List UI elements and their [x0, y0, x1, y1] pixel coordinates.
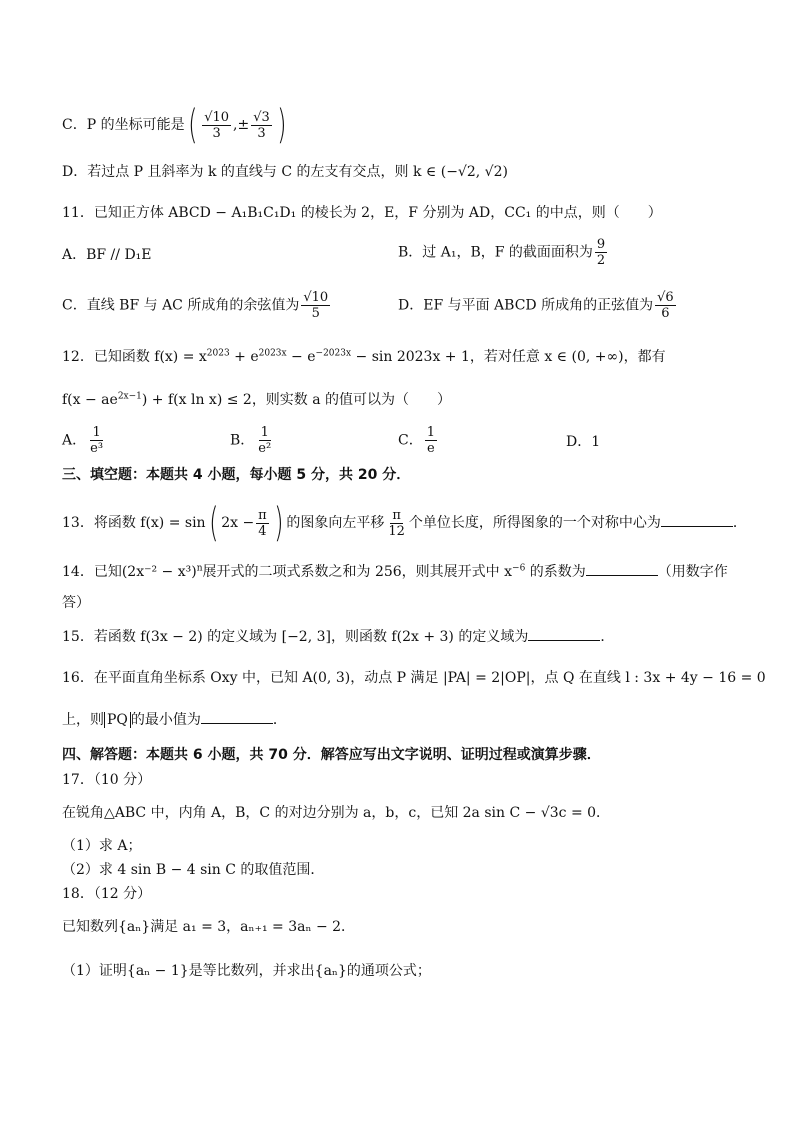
q13-shift-frac [386, 508, 407, 539]
q12-c-prefix: C． [398, 432, 423, 449]
q12-a-frac [88, 425, 105, 456]
q11-c-frac [301, 290, 330, 321]
q12-b-num: 1 [260, 425, 269, 440]
q12-stem1-sup1: 2023 [206, 348, 230, 359]
q12-a-den: e³ [90, 441, 104, 456]
section-3-header: 三、填空题：本题共 4 小题，每小题 5 分，共 20 分． [62, 467, 411, 483]
q12-stem1-a: 12．已知函数 f(x) = x [62, 349, 207, 365]
q13-pi-frac [256, 508, 269, 539]
q12-b-den: e² [258, 441, 272, 456]
q12-option-c [398, 425, 439, 456]
q16-line1: 16．在平面直角坐标系 Oxy 中，已知 A(0, 3)，动点 P 满足 |PA| = 2|OP|，点 Q 在直线 l : 3x + 4y − 16 = 0 [62, 670, 766, 686]
q13-answer-blank[interactable] [661, 512, 733, 527]
left-paren: ( [187, 102, 198, 148]
q11-d-den: 6 [661, 306, 670, 321]
q15-end: ． [600, 629, 615, 645]
q11-c-num: √10 [303, 290, 329, 305]
q10-c-frac2-den: 3 [257, 125, 266, 141]
q17-head: 17．（10 分） [62, 772, 152, 788]
q10-c-frac2-num: √3 [253, 109, 270, 125]
q12-option-b [230, 425, 275, 456]
q13-c: 个单位长度，所得图象的一个对称中心为 [408, 515, 661, 531]
section-4-header: 四、解答题：本题共 6 小题，共 70 分．解答应写出文字说明、证明过程或演算步骤． [62, 747, 601, 763]
q11-d-text: D．EF 与平面 ABCD 所成角的正弦值为 [398, 297, 654, 314]
q12-option-a [62, 425, 107, 456]
q13-a: 13．将函数 f(x) = sin [62, 515, 206, 531]
q11-b-num: 9 [596, 237, 606, 252]
right-paren: ) [276, 102, 287, 148]
q18-stem: 已知数列{aₙ}满足 a₁ = 3，aₙ₊₁ = 3aₙ − 2． [62, 919, 356, 935]
q10-c-frac1 [202, 110, 231, 141]
q12-c-frac [425, 425, 437, 456]
q12-stem1-sup2: 2023x [258, 348, 287, 359]
q16-answer-blank[interactable] [201, 709, 273, 724]
q12-b-frac [256, 425, 273, 456]
q12-stem2-a: f(x − ae [62, 392, 118, 408]
q14-line1 [62, 561, 728, 582]
q12-stem2-sup: 2x−1 [117, 391, 142, 402]
q11-stem: 11．已知正方体 ABCD − A₁B₁C₁D₁ 的棱长为 2，E，F 分别为 AD，CC₁ 的中点，则（ ） [62, 205, 662, 221]
q13-pi-num: π [258, 507, 267, 523]
q14-sup: n [196, 563, 203, 574]
q11-c-text: C．直线 BF 与 AC 所成角的余弦值为 [62, 297, 300, 314]
q16-line2-b: 的最小值为 [130, 712, 201, 728]
q13-pi-den: 4 [258, 523, 267, 539]
q16-abs-pq: PQ [104, 712, 131, 728]
q11-option-c [62, 290, 332, 321]
q15-answer-blank[interactable] [528, 626, 600, 641]
q12-c-den: e [427, 441, 435, 456]
q14-c: 的系数为 [525, 564, 586, 580]
q15-a: 15．若函数 f(3x − 2) 的定义域为 [−2, 3]，则函数 f(2x + 3) 的定义域为 [62, 629, 529, 645]
q12-option-d: D．1 [566, 434, 601, 450]
q14-b: 展开式的二项式系数之和为 256，则其展开式中 x [202, 564, 513, 580]
q11-option-b [398, 237, 609, 268]
q12-stem-line1 [62, 347, 666, 367]
q17-part1: （1）求 A； [62, 838, 142, 854]
q13-right-paren: ) [273, 500, 284, 546]
q14-d: （用数字作 [657, 564, 728, 580]
q10-c-frac2 [251, 110, 272, 141]
q12-a-num: 1 [92, 425, 101, 440]
q12-stem1-sup3: −2023x [315, 348, 352, 359]
q12-stem1-c: − e [286, 349, 316, 365]
q11-option-a: A．BF // D₁E [62, 247, 152, 263]
q10-c-sep: ,± [233, 117, 250, 133]
q16-line2 [62, 709, 287, 730]
q10-c-text: P 的坐标可能是 [86, 117, 185, 133]
q12-stem1-b: + e [229, 349, 259, 365]
q18-head: 18．（12 分） [62, 886, 152, 902]
q13-shift-num: π [392, 507, 401, 523]
q10-option-c [62, 102, 289, 148]
q14-line2: 答） [62, 595, 90, 611]
q11-d-frac [655, 290, 676, 321]
q14-sup2: −6 [512, 563, 526, 574]
q12-b-prefix: B． [230, 432, 255, 449]
q13-shift-den: 12 [388, 523, 405, 539]
q11-c-den: 5 [311, 306, 320, 321]
q12-stem-line2 [62, 390, 451, 410]
q12-stem2-b: ) + f(x ln x) ≤ 2，则实数 a 的值可以为（ ） [141, 392, 452, 408]
q18-part1: （1）证明{aₙ − 1}是等比数列，并求出{aₙ}的通项公式； [62, 963, 431, 979]
q12-stem1-d: − sin 2023x + 1，若对任意 x ∈ (0, +∞)，都有 [351, 349, 666, 365]
q13 [62, 500, 747, 546]
q11-d-num: √6 [657, 290, 674, 305]
q13-b: 的图象向左平移 [286, 515, 385, 531]
q10-c-prefix: C． [62, 117, 87, 133]
q13-inner-a: 2x − [221, 515, 255, 531]
q10-c-frac1-den: 3 [212, 125, 221, 141]
q16-end: ． [272, 712, 287, 728]
q14-expr: (2x⁻² − x³) [121, 564, 197, 580]
q14-a: 14．已知 [62, 564, 122, 580]
q10-c-frac1-num: √10 [204, 109, 230, 125]
q17-stem: 在锐角△ABC 中，内角 A，B，C 的对边分别为 a，b，c，已知 2a sin C − √3c = 0． [62, 805, 611, 821]
q16-line2-a: 上，则 [62, 712, 104, 728]
q13-left-paren: ( [208, 500, 219, 546]
q11-b-den: 2 [596, 253, 606, 268]
q11-option-d [398, 290, 678, 321]
q12-a-prefix: A． [62, 432, 87, 449]
q15 [62, 626, 614, 647]
q13-end: ． [732, 515, 747, 531]
q11-b-frac [595, 237, 607, 268]
q11-b-text: B．过 A₁，B，F 的截面面积为 [398, 244, 593, 261]
q12-c-num: 1 [426, 425, 435, 440]
q14-answer-blank[interactable] [586, 561, 658, 576]
q10-option-d: D．若过点 P 且斜率为 k 的直线与 C 的左支有交点，则 k ∈ (−√2, √2) [62, 164, 508, 180]
q17-part2: （2）求 4 sin B − 4 sin C 的取值范围． [62, 862, 325, 878]
